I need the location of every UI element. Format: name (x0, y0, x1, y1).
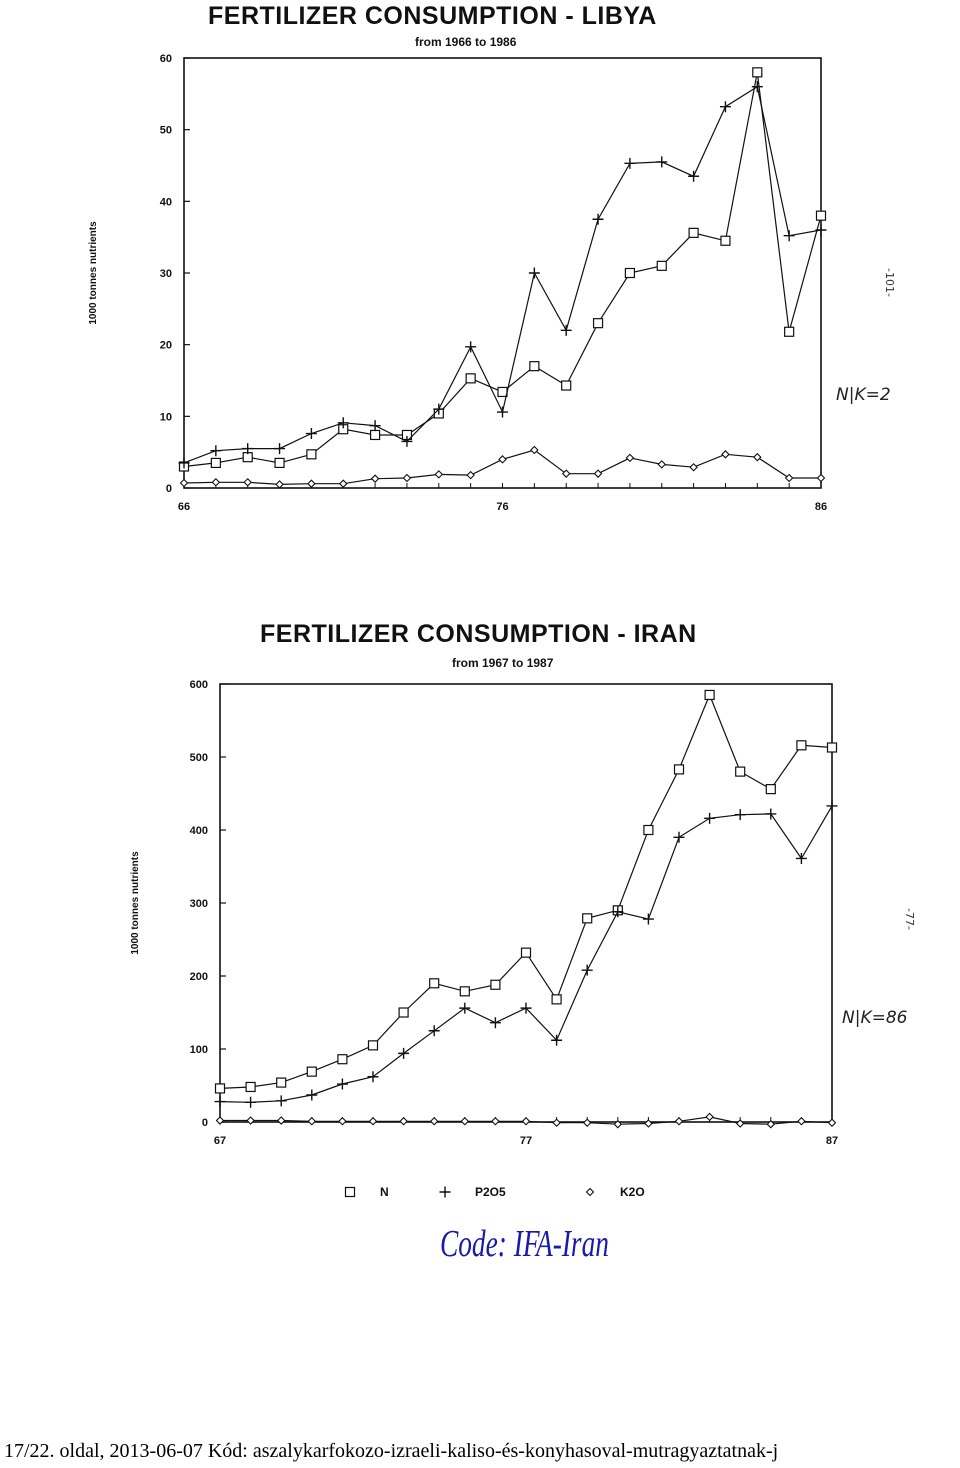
data-point-p2o5 (459, 1003, 470, 1014)
y-tick-label: 0 (165, 483, 172, 495)
data-point-n (275, 458, 284, 467)
y-tick-label: 300 (189, 898, 208, 910)
data-point-p2o5 (274, 443, 285, 454)
legend-marker (587, 1189, 594, 1196)
y-tick-label: 400 (189, 825, 208, 837)
data-point-k2o (737, 1120, 744, 1127)
data-point-n (277, 1078, 286, 1087)
y-axis-label: 1000 tonnes nutrients (130, 851, 141, 955)
data-point-n (491, 980, 500, 989)
data-point-k2o (829, 1119, 836, 1126)
data-point-k2o (798, 1118, 805, 1125)
data-point-k2o (308, 1118, 315, 1125)
data-point-k2o (523, 1118, 530, 1125)
data-point-p2o5 (656, 156, 667, 167)
handwritten-ratio: N|K=86 (842, 1008, 908, 1028)
iran-chart (0, 600, 960, 1240)
data-point-p2o5 (398, 1048, 409, 1059)
code-label: Code: IFA-Iran (440, 1223, 609, 1265)
data-point-n (466, 374, 475, 383)
iran-plot (0, 600, 960, 1220)
data-point-k2o (658, 461, 665, 468)
y-tick-label: 0 (201, 1117, 208, 1129)
data-point-k2o (690, 464, 697, 471)
data-point-p2o5 (215, 1096, 226, 1107)
data-point-n (530, 362, 539, 371)
plot-frame (220, 684, 832, 1122)
data-point-n (675, 765, 684, 774)
data-point-p2o5 (827, 800, 838, 811)
data-point-k2o (818, 474, 825, 481)
data-point-k2o (706, 1113, 713, 1120)
data-point-n (460, 987, 469, 996)
data-point-p2o5 (688, 171, 699, 182)
data-point-p2o5 (765, 808, 776, 819)
y-tick-label: 20 (159, 339, 172, 352)
data-point-n (766, 785, 775, 794)
data-point-p2o5 (735, 809, 746, 820)
data-point-p2o5 (582, 965, 593, 976)
data-point-p2o5 (624, 158, 635, 169)
data-point-p2o5 (465, 341, 476, 352)
data-point-k2o (247, 1117, 254, 1124)
y-tick-label: 50 (159, 124, 172, 137)
data-point-n (828, 743, 837, 752)
plot-area (130, 679, 838, 1147)
y-tick-label: 200 (189, 971, 208, 983)
series-line-p2o5 (184, 87, 821, 463)
data-point-n (689, 228, 698, 237)
data-point-k2o (499, 456, 506, 463)
data-point-n (705, 690, 714, 699)
data-point-p2o5 (490, 1017, 501, 1028)
data-point-n (430, 979, 439, 988)
y-tick-label: 600 (189, 679, 208, 691)
data-point-p2o5 (497, 407, 508, 418)
handwritten-ratio: N|K=2 (836, 385, 891, 405)
margin-note: -77- (903, 908, 916, 930)
data-point-n (562, 381, 571, 390)
data-point-k2o (308, 480, 315, 487)
data-point-k2o (244, 479, 251, 486)
data-point-n (721, 236, 730, 245)
margin-note: -101- (883, 268, 896, 297)
x-tick-label: 67 (213, 1135, 227, 1147)
data-point-p2o5 (674, 832, 685, 843)
legend-label: P2O5 (475, 1185, 506, 1199)
data-point-p2o5 (643, 914, 654, 925)
data-point-k2o (584, 1119, 591, 1126)
data-point-k2o (435, 471, 442, 478)
y-tick-label: 500 (189, 752, 208, 764)
data-point-n (211, 458, 220, 467)
x-tick-label: 66 (177, 501, 191, 513)
data-point-p2o5 (245, 1097, 256, 1108)
data-point-p2o5 (529, 268, 540, 279)
data-point-p2o5 (796, 853, 807, 864)
data-point-p2o5 (720, 101, 731, 112)
y-tick-label: 60 (159, 53, 172, 65)
legend-marker (440, 1187, 451, 1198)
data-point-k2o (278, 1117, 285, 1124)
plot-frame (184, 58, 821, 488)
data-point-k2o (276, 481, 283, 488)
y-tick-label: 100 (189, 1044, 208, 1056)
data-point-n (644, 826, 653, 835)
y-axis-label: 1000 tonnes nutrients (88, 221, 99, 325)
data-point-n (399, 1008, 408, 1017)
data-point-p2o5 (210, 445, 221, 456)
chart-title: FERTILIZER CONSUMPTION - LIBYA (208, 2, 657, 30)
data-point-p2o5 (816, 225, 827, 236)
data-point-n (736, 767, 745, 776)
data-point-p2o5 (593, 214, 604, 225)
data-point-n (594, 319, 603, 328)
chart-title: FERTILIZER CONSUMPTION - IRAN (260, 620, 697, 648)
data-point-p2o5 (784, 230, 795, 241)
data-point-p2o5 (276, 1095, 287, 1106)
libya-plot (0, 0, 960, 540)
x-tick-label: 77 (519, 1135, 533, 1147)
y-tick-label: 10 (159, 411, 172, 424)
x-tick-label: 86 (814, 501, 828, 513)
data-point-k2o (786, 474, 793, 481)
data-point-n (552, 995, 561, 1004)
data-point-n (817, 211, 826, 220)
libya-chart (0, 0, 960, 560)
data-point-k2o (370, 1118, 377, 1125)
data-point-p2o5 (306, 1089, 317, 1100)
x-tick-label: 76 (496, 501, 509, 513)
data-point-k2o (400, 1118, 407, 1125)
data-point-k2o (754, 454, 761, 461)
data-point-p2o5 (370, 420, 381, 431)
data-point-k2o (340, 480, 347, 487)
data-point-k2o (461, 1118, 468, 1125)
data-point-k2o (722, 451, 729, 458)
data-point-k2o (645, 1120, 652, 1127)
data-point-p2o5 (337, 1079, 348, 1090)
data-point-n (797, 741, 806, 750)
data-point-k2o (339, 1118, 346, 1125)
data-point-k2o (181, 479, 188, 486)
plot-area (88, 53, 827, 513)
data-point-n (369, 1041, 378, 1050)
data-point-p2o5 (368, 1071, 379, 1082)
data-point-n (338, 1055, 347, 1064)
data-point-p2o5 (429, 1025, 440, 1036)
chart-legend (346, 1185, 645, 1199)
page-footer: 17/22. oldal, 2013-06-07 Kód: aszalykarfokozo-izraeli-kaliso-és-konyhasoval-mutragyaztatnak-j (4, 1440, 779, 1462)
data-point-n (371, 430, 380, 439)
data-point-p2o5 (306, 428, 317, 439)
data-point-n (307, 450, 316, 459)
data-point-n (307, 1067, 316, 1076)
legend-marker (346, 1188, 355, 1197)
x-tick-label: 87 (825, 1135, 839, 1147)
data-point-n (522, 948, 531, 957)
data-point-k2o (467, 472, 474, 479)
legend-label: N (380, 1185, 389, 1199)
data-point-n (785, 327, 794, 336)
data-point-n (753, 68, 762, 77)
legend-label: K2O (620, 1185, 645, 1199)
series-line-n (220, 695, 832, 1089)
data-point-n (498, 387, 507, 396)
data-point-k2o (626, 454, 633, 461)
data-point-p2o5 (561, 325, 572, 336)
data-point-k2o (553, 1119, 560, 1126)
y-tick-label: 40 (159, 196, 172, 209)
y-tick-label: 30 (159, 268, 172, 280)
data-point-n (625, 269, 634, 278)
chart-subtitle: from 1967 to 1987 (452, 656, 554, 670)
data-point-p2o5 (704, 813, 715, 824)
chart-subtitle: from 1966 to 1986 (415, 35, 517, 49)
data-point-n (583, 914, 592, 923)
data-point-n (216, 1084, 225, 1093)
data-point-k2o (217, 1117, 224, 1124)
data-point-n (246, 1082, 255, 1091)
data-point-k2o (431, 1118, 438, 1125)
data-point-k2o (492, 1118, 499, 1125)
data-point-k2o (676, 1118, 683, 1125)
data-point-k2o (403, 474, 410, 481)
data-point-k2o (212, 479, 219, 486)
data-point-k2o (372, 475, 379, 482)
data-point-n (657, 261, 666, 270)
data-point-k2o (595, 470, 602, 477)
